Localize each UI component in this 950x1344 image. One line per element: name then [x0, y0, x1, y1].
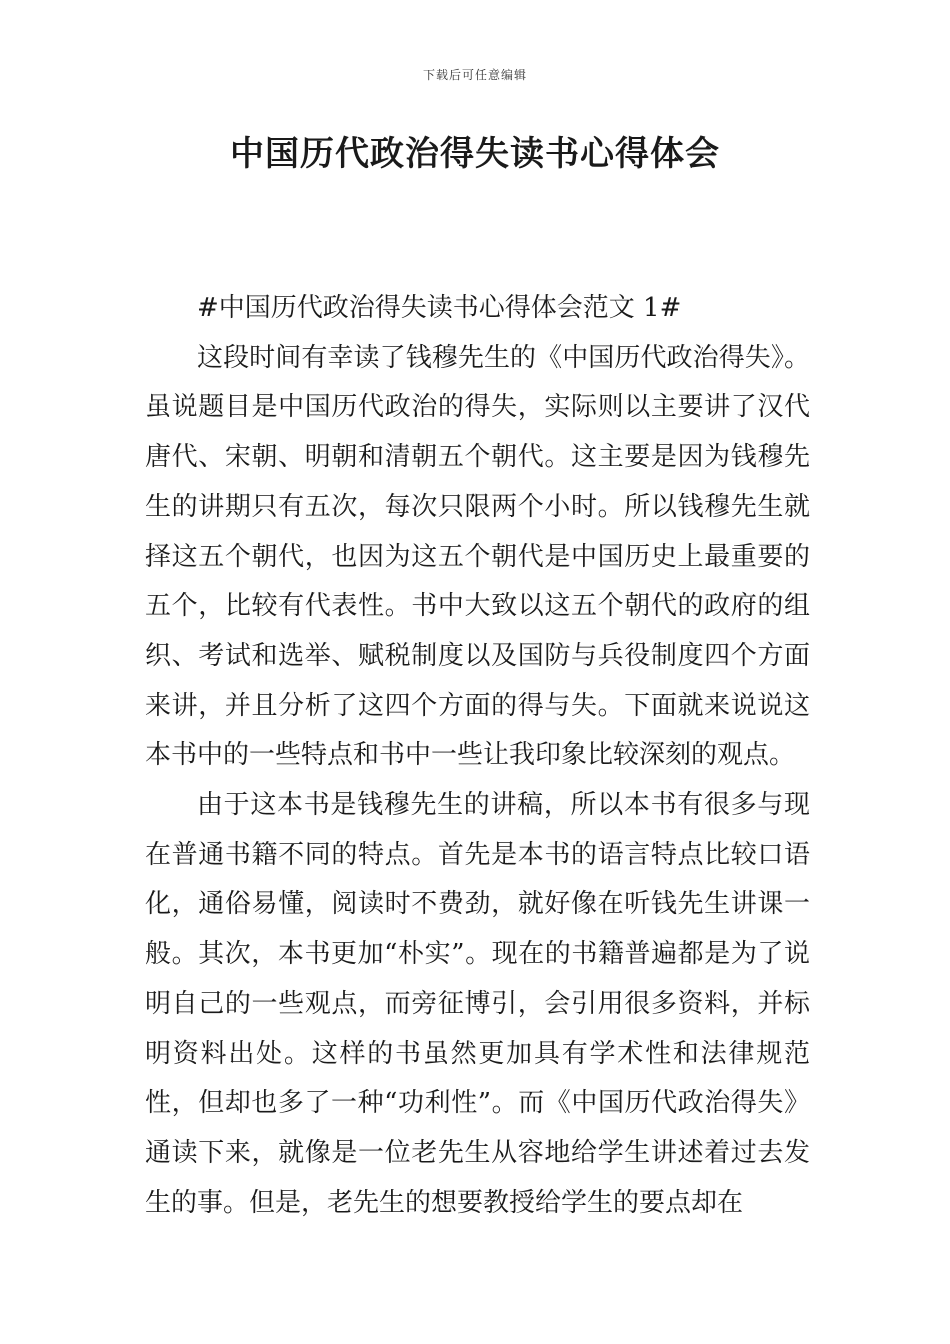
paragraph-2: 由于这本书是钱穆先生的讲稿，所以本书有很多与现在普通书籍不同的特点。首先是本书的语言特点比较口语化，通俗易懂，阅读时不费劲，就好像在听钱先生讲课一般。其次，本书更加“朴实”。现在的书籍普遍都是为了说明自己的一些观点，而旁征博引，会引用很多资料，并标明资料出处。这样的书虽然更加具有学术性和法律规范性，但却也多了一种“功利性”。而《中国历代政治得失》通读下来，就像是一位老先生从容地给学生讲述着过去发生的事。但是，老先生的想要教授给学生的要点却在 — [145, 790, 810, 1218]
section-heading: #中国历代政治得失读书心得体会范文 1# — [197, 293, 682, 323]
header-note: 下载后可任意编辑 — [422, 68, 527, 82]
document-title: 中国历代政治得失读书心得体会 — [230, 134, 720, 174]
document-body — [145, 284, 810, 1228]
paragraph-1: 这段时间有幸读了钱穆先生的《中国历代政治得失》。虽说题目是中国历代政治的得失，实际则以主要讲了汉代唐代、宋朝、明朝和清朝五个朝代。这主要是因为钱穆先生的讲期只有五次，每次只限两个小时。所以钱穆先生就择这五个朝代，也因为这五个朝代是中国历史上最重要的五个，比较有代表性。书中大致以这五个朝代的政府的组织、考试和选举、赋税制度以及国防与兵役制度四个方面来讲，并且分析了这四个方面的得与失。下面就来说说这本书中的一些特点和书中一些让我印象比较深刻的观点。 — [145, 342, 810, 771]
